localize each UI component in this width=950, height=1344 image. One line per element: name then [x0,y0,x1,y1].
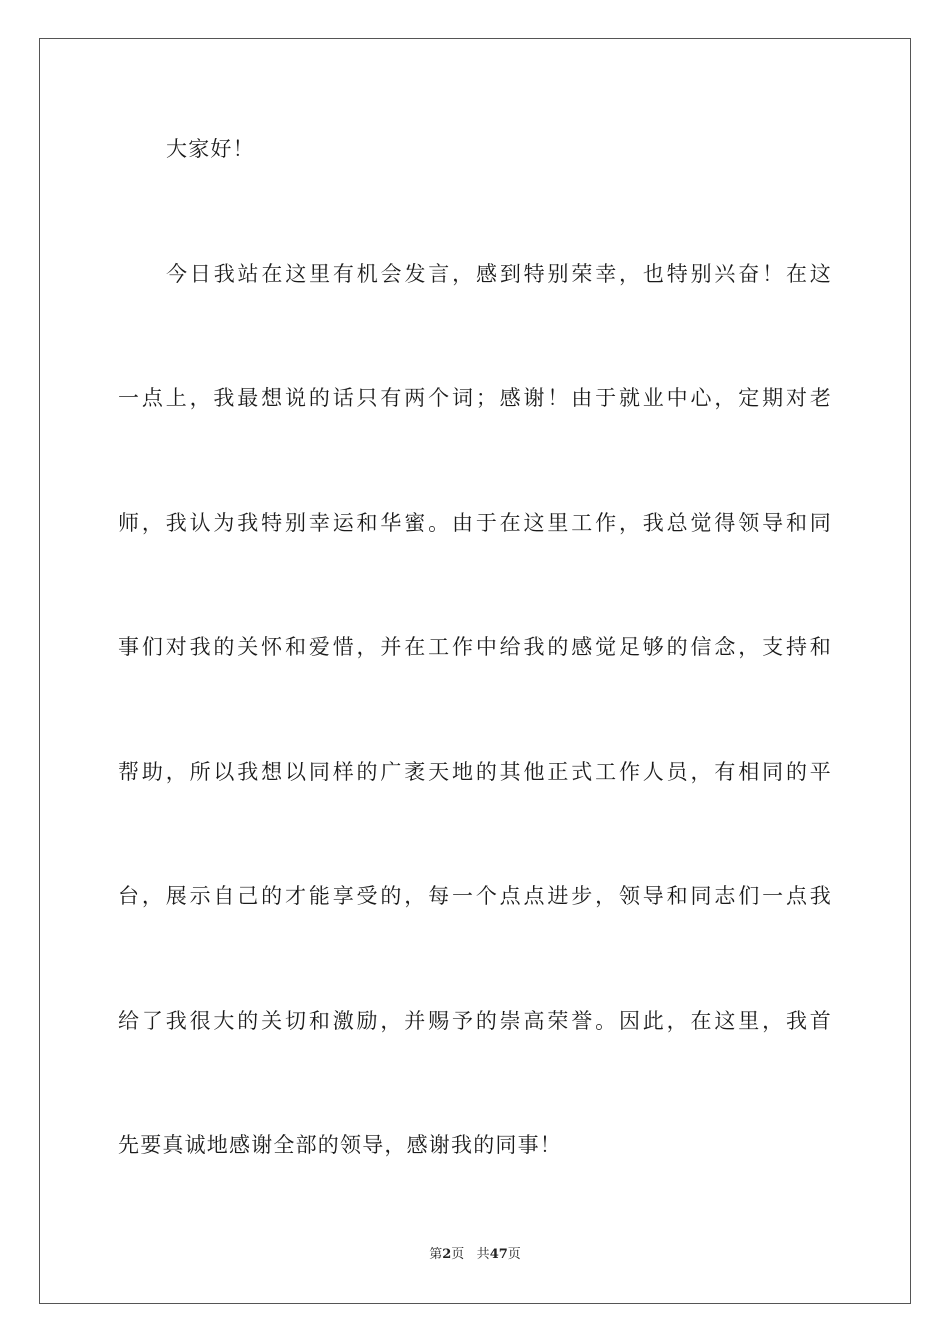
paragraph-last-line: 先要真诚地感谢全部的领导，感谢我的同事！ [118,1133,562,1157]
paragraph-line: 师，我认为我特别幸运和华蜜。由于在这里工作，我总觉得领导和同 [118,511,832,535]
greeting-line: 大家好！ [166,137,255,161]
page-number: 2 [442,1247,452,1262]
page-suffix: 页 [451,1247,465,1262]
paragraph-line: 给了我很大的关切和激励，并赐予的崇高荣誉。因此，在这里，我首 [118,1009,832,1033]
paragraph-line: 今日我站在这里有机会发言，感到特别荣幸，也特别兴奋！在这 [166,262,832,286]
total-suffix: 页 [507,1247,521,1262]
paragraph-line: 事们对我的关怀和爱惜，并在工作中给我的感觉足够的信念，支持和 [118,635,832,659]
page-prefix: 第 [429,1247,443,1262]
page-border [39,38,911,1304]
total-pages: 47 [489,1247,508,1262]
page-footer [0,1246,950,1264]
paragraph-line: 台，展示自己的才能享受的，每一个点点进步，领导和同志们一点我 [118,884,832,908]
total-prefix: 共 [476,1247,490,1262]
paragraph-line: 一点上，我最想说的话只有两个词；感谢！由于就业中心，定期对老 [118,386,832,410]
paragraph-line: 帮助，所以我想以同样的广袤天地的其他正式工作人员，有相同的平 [118,760,832,784]
